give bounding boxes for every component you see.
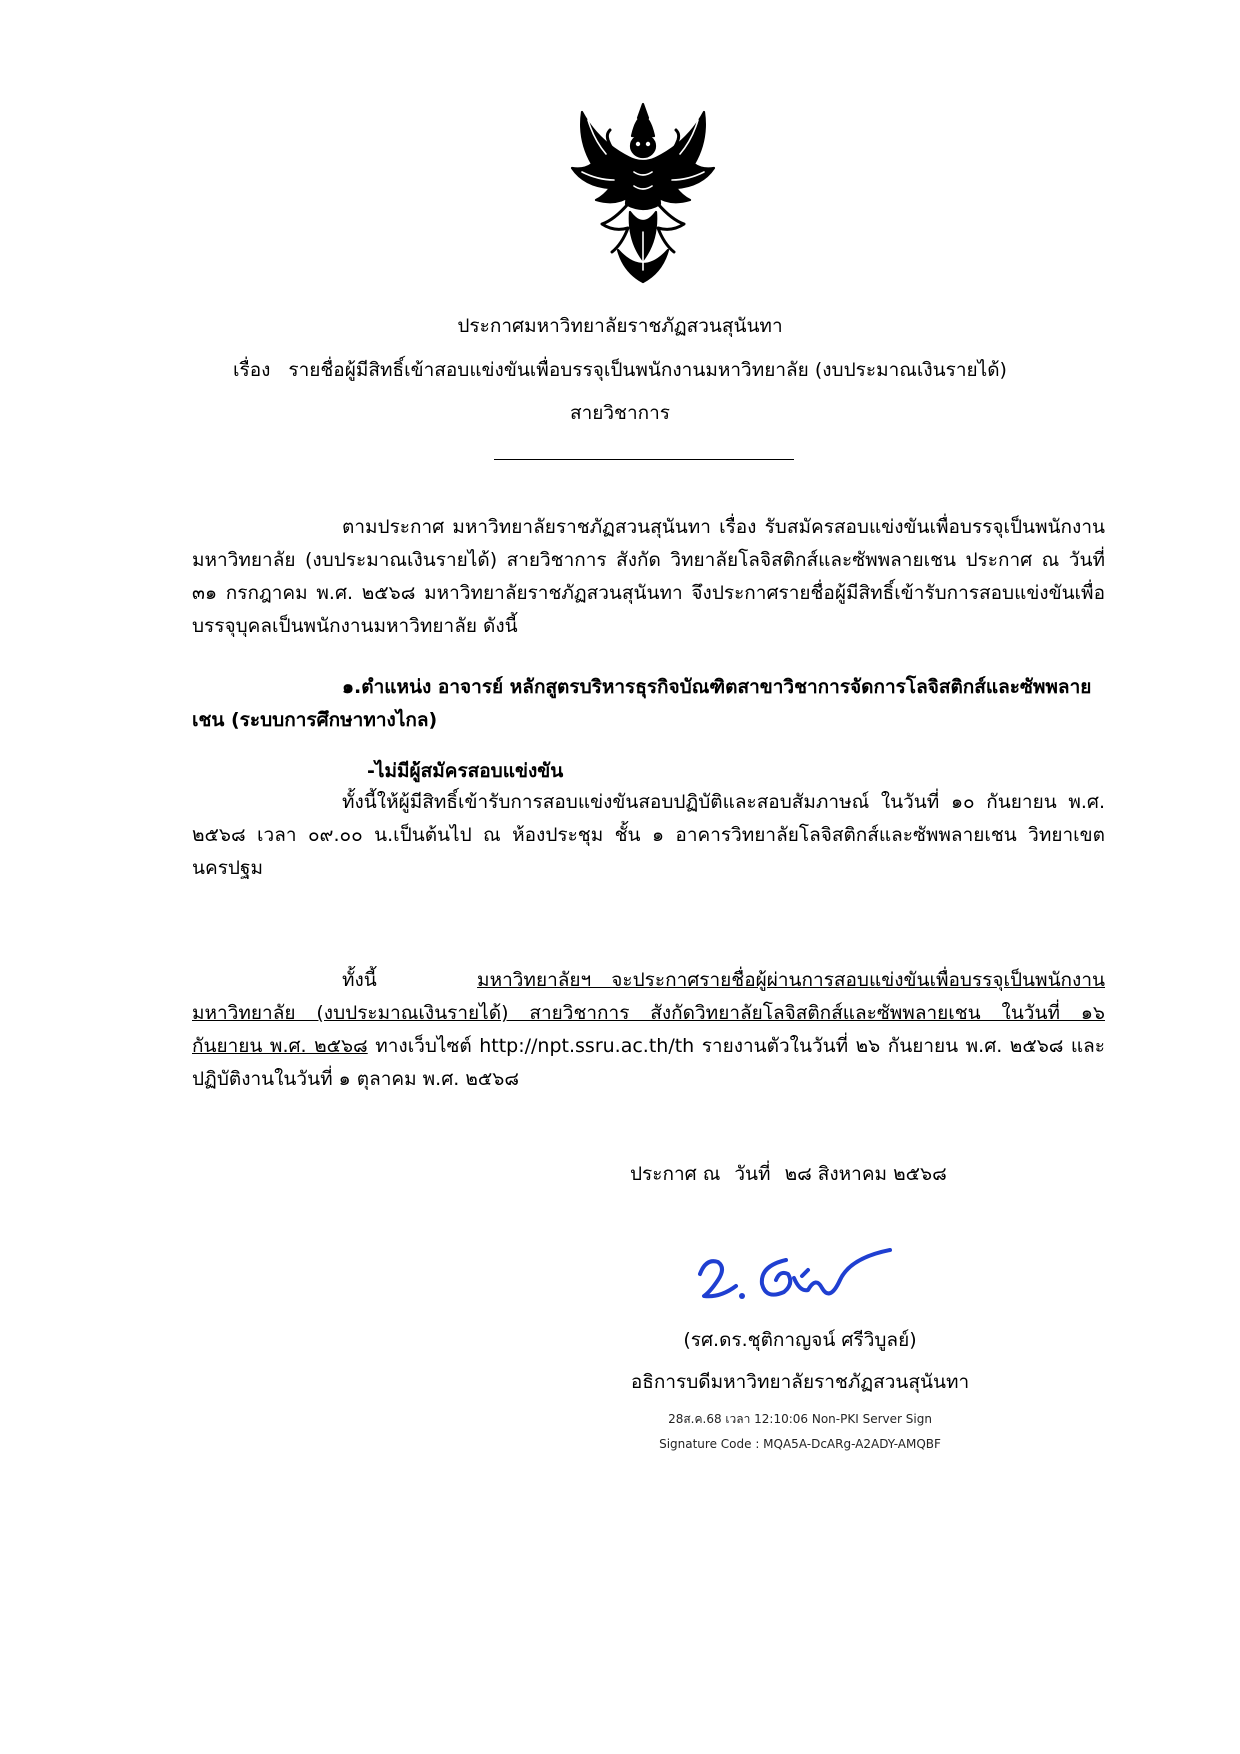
result-rest-text: ทางเว็บไซต์ http://npt.ssru.ac.th/th รายงานตัวในวันที่ ๒๖ กันยายน พ.ศ. ๒๕๖๘ และปฏิบัติงานในวันที่ ๑ ตุลาคม พ.ศ. ๒๕๖๘	[192, 1035, 1106, 1090]
position-heading-text: ๑.ตำแหน่ง อาจารย์ หลักสูตรบริหารธุรกิจบัณฑิตสาขาวิชาการจัดการโลจิสติกส์และซัพพลายเชน (ระบบการศึกษาทางไกล)	[192, 676, 1092, 731]
signature-code: Signature Code : MQA5A-DcARg-A2ADY-AMQBF	[659, 1437, 941, 1451]
result-underlined-text: มหาวิทยาลัยฯ จะประกาศรายชื่อผู้ผ่านการสอบแข่งขันเพื่อบรรจุเป็นพนักงานมหาวิทยาลัย (งบประมาณเงินรายได้) สายวิชาการ สังกัดวิทยาลัยโลจิสติกส์และซัพพลายเชน ในวันที่ ๑๖ กันยายน พ.ศ. ๒๕๖๘	[192, 969, 1105, 1057]
exam-notice-text: ทั้งนี้ให้ผู้มีสิทธิ์เข้ารับการสอบแข่งขันสอบปฏิบัติและสอบสัมภาษณ์ ในวันที่ ๑๐ กันยายน พ.ศ. ๒๕๖๘ เวลา ๐๙.๐๐ น.เป็นต้นไป ณ ห้องประชุม ชั้น ๑ อาคารวิทยาลัยโลจิสติกส์และซัพพลายเชน วิทยาเขตนครปฐม	[192, 791, 1105, 879]
result-notice-paragraph	[192, 964, 1105, 1096]
header-divider	[494, 459, 794, 460]
subject-line	[0, 356, 1240, 384]
announcement-date	[630, 1160, 947, 1188]
intro-text: ตามประกาศ มหาวิทยาลัยราชภัฏสวนสุนันทา เรื่อง รับสมัครสอบแข่งขันเพื่อบรรจุเป็นพนักงานมหาวิทยาลัย (งบประมาณเงินรายได้) สายวิชาการ สังกัด วิทยาลัยโลจิสติกส์และซัพพลายเชน ประกาศ ณ วันที่ ๓๑ กรกฎาคม พ.ศ. ๒๕๖๘ มหาวิทยาลัยราชภัฏสวนสุนันทา จึงประกาศรายชื่อผู้มีสิทธิ์เข้ารับการสอบแข่งขันเพื่อบรรจุบุคลเป็นพนักงานมหาวิทยาลัย ดังนี้	[192, 516, 1105, 637]
garuda-emblem-icon	[558, 100, 728, 286]
subject-text: รายชื่อผู้มีสิทธิ์เข้าสอบแข่งขันเพื่อบรรจุเป็นพนักงานมหาวิทยาลัย (งบประมาณเงินรายได้)	[288, 359, 1007, 381]
exam-notice-paragraph	[192, 786, 1105, 885]
announcement-title: ประกาศมหาวิทยาลัยราชภัฏสวนสุนันทา	[457, 315, 783, 337]
handwritten-signature	[690, 1240, 900, 1310]
department-line: สายวิชาการ	[569, 402, 670, 424]
date-value: ๒๘ สิงหาคม ๒๕๖๘	[784, 1163, 947, 1185]
intro-paragraph	[192, 511, 1105, 643]
announced-at-label: ประกาศ ณ	[630, 1163, 721, 1185]
result-lead: ทั้งนี้	[342, 969, 377, 991]
date-label: วันที่	[734, 1163, 771, 1185]
position-heading	[192, 671, 1105, 737]
signer-title: อธิการบดีมหาวิทยาลัยราชภัฏสวนสุนันทา	[630, 1371, 970, 1393]
signer-name: (รศ.ดร.ชุติกาญจน์ ศรีวิบูลย์)	[683, 1329, 917, 1351]
no-applicant-note: -ไม่มีผู้สมัครสอบแข่งขัน	[367, 760, 564, 782]
sign-timestamp: 28ส.ค.68 เวลา 12:10:06 Non-PKI Server Sign	[668, 1412, 932, 1426]
subject-label: เรื่อง	[233, 359, 271, 381]
